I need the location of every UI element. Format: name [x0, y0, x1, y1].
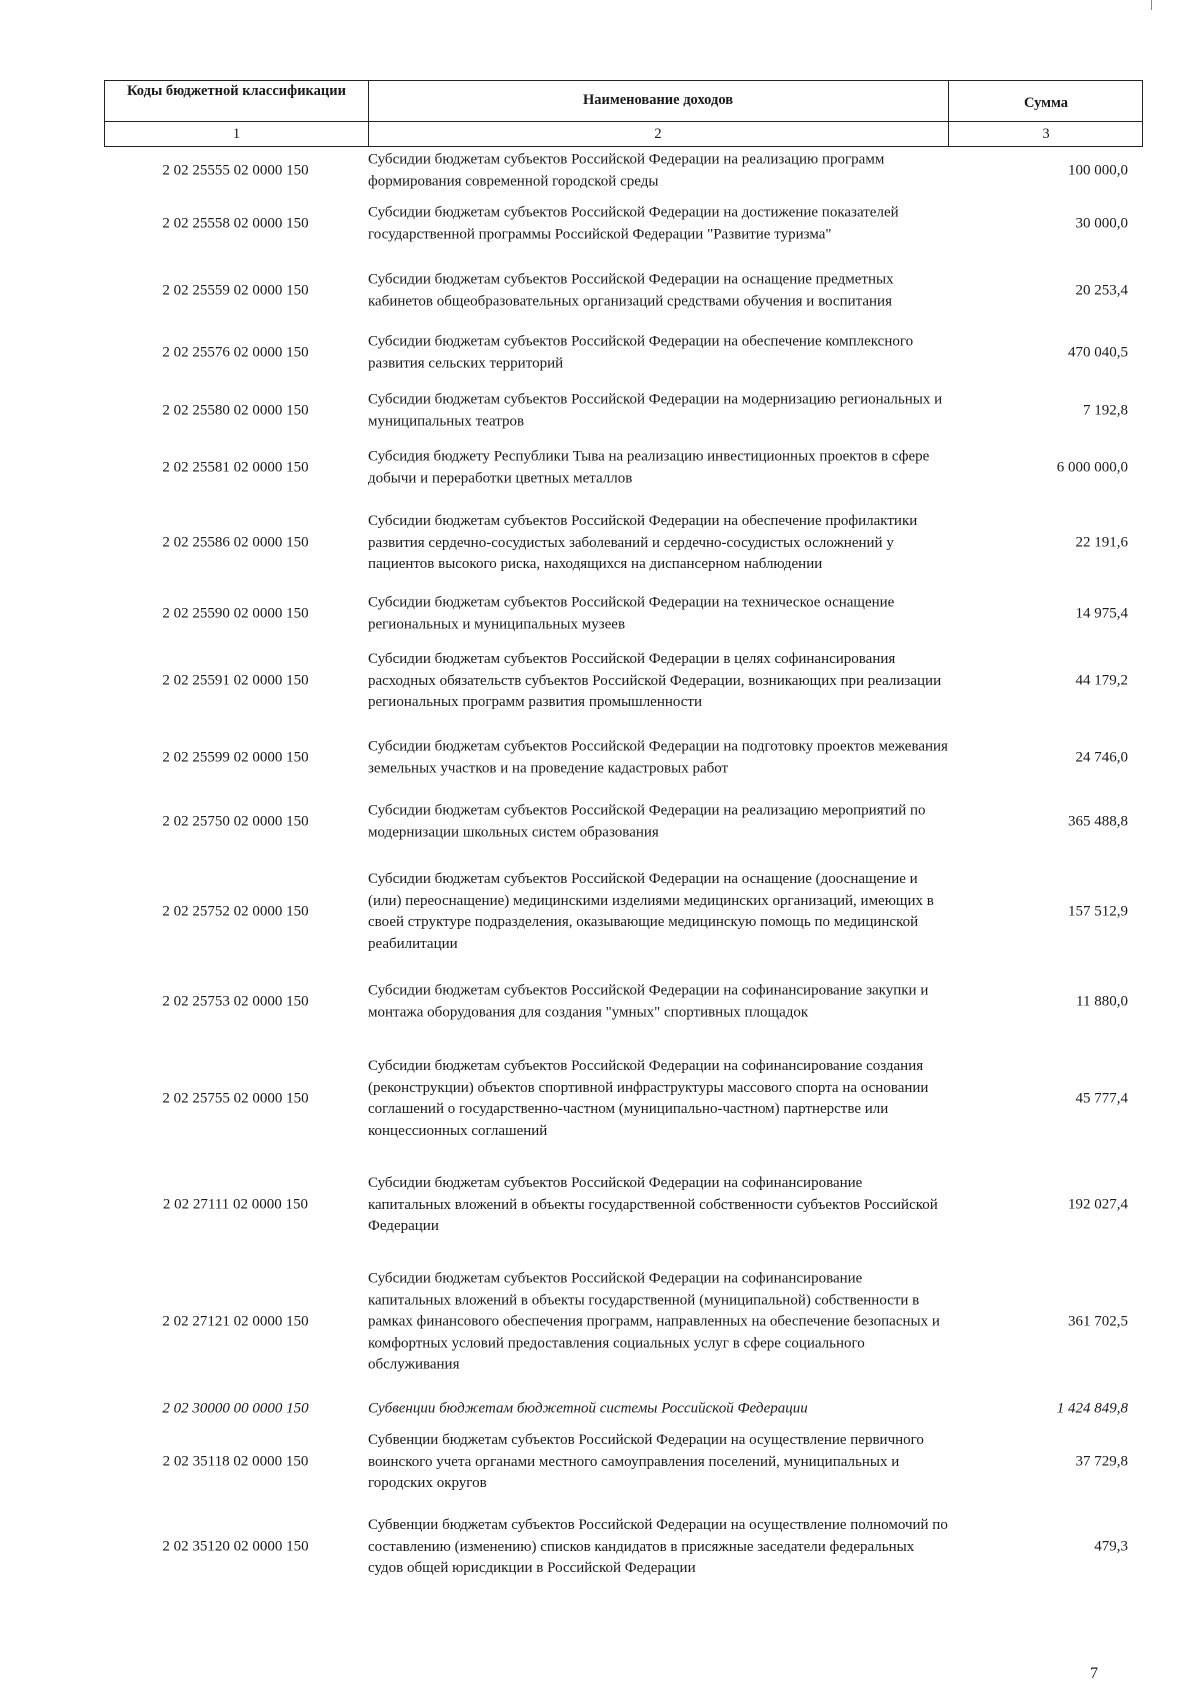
- table-header: [104, 80, 1143, 147]
- table-row: [0, 1248, 1200, 1396]
- row-name: Субсидии бюджетам субъектов Российской Федерации на реализацию программ формирования современной городской среды: [368, 151, 885, 189]
- row-sum: 6 000 000,0: [1056, 459, 1128, 476]
- page-number: 7: [1090, 1665, 1098, 1682]
- row-name: Субвенции бюджетам субъектов Российской Федерации на осуществление первичного воинского учета органами местного самоуправления поселений, муниципальных и городских округов: [368, 1431, 924, 1491]
- header-num-3: 3: [1042, 126, 1050, 142]
- table-row: [0, 792, 1200, 852]
- row-sum: 365 488,8: [1068, 813, 1128, 830]
- row-code: 2 02 25752 02 0000 150: [162, 903, 309, 920]
- row-name: Субсидии бюджетам субъектов Российской Федерации на софинансирование капитальных вложений в объекты государственной собственности субъектов Российской Федерации: [368, 1174, 938, 1234]
- table-row: [0, 440, 1200, 496]
- table-row: [0, 150, 1200, 192]
- row-name: Субсидии бюджетам субъектов Российской Федерации на достижение показателей государственной программы Российской Федерации "Развитие туризма": [368, 204, 899, 242]
- table-row: [0, 592, 1200, 636]
- row-sum: 20 253,4: [1075, 282, 1128, 299]
- row-code: 2 02 25590 02 0000 150: [162, 605, 309, 622]
- row-sum: 361 702,5: [1068, 1313, 1128, 1330]
- row-code: 2 02 25559 02 0000 150: [162, 282, 309, 299]
- row-code: 2 02 25580 02 0000 150: [162, 402, 309, 419]
- row-sum: 470 040,5: [1068, 344, 1128, 361]
- row-sum: 37 729,8: [1075, 1453, 1128, 1470]
- row-code: 2 02 25586 02 0000 150: [162, 534, 309, 551]
- row-name: Субсидии бюджетам субъектов Российской Федерации на реализацию мероприятий по модернизации школьных систем образования: [368, 802, 926, 840]
- row-name: Субвенции бюджетам бюджетной системы Российской Федерации: [368, 1400, 808, 1417]
- header-col-name: Наименование доходов: [582, 92, 734, 108]
- row-sum: 24 746,0: [1075, 749, 1128, 766]
- table-row: [0, 1502, 1200, 1592]
- row-name: Субсидии бюджетам субъектов Российской Федерации на обеспечение профилактики развития сердечно-сосудистых заболеваний и сердечно-сосудистых осложнений у пациентов высокого риска, находящихся на диспансерном наблюдении: [368, 512, 918, 572]
- row-name: Субсидия бюджету Республики Тыва на реализацию инвестиционных проектов в сфере добычи и переработки цветных металлов: [368, 448, 930, 486]
- row-name: Субсидии бюджетам субъектов Российской Федерации на техническое оснащение региональных и муниципальных музеев: [368, 594, 895, 632]
- table-row: [0, 1036, 1200, 1162]
- row-sum: 1 424 849,8: [1056, 1400, 1128, 1417]
- table-row: [0, 636, 1200, 726]
- row-sum: 7 192,8: [1083, 402, 1128, 419]
- table-row: [0, 1424, 1200, 1500]
- row-code: 2 02 25555 02 0000 150: [162, 162, 309, 179]
- table-row: [0, 1166, 1200, 1244]
- table-row: [0, 256, 1200, 326]
- header-col-codes: Коды бюджетной классификации: [126, 83, 346, 99]
- row-name: Субсидии бюджетам субъектов Российской Федерации на модернизацию региональных и муниципальных театров: [368, 391, 943, 429]
- table-row: [0, 496, 1200, 590]
- row-name: Субвенции бюджетам субъектов Российской Федерации на осуществление полномочий по составлению (изменению) списков кандидатов в присяжные заседатели федеральных судов общей юрисдикции в Российской Федерации: [368, 1516, 948, 1576]
- scan-mark: [1151, 0, 1152, 10]
- row-sum: 157 512,9: [1068, 903, 1128, 920]
- table-row: [0, 856, 1200, 968]
- row-code: 2 02 35120 02 0000 150: [162, 1538, 309, 1555]
- row-code: 2 02 25591 02 0000 150: [162, 672, 309, 689]
- row-sum: 479,3: [1094, 1538, 1128, 1555]
- row-sum: 30 000,0: [1075, 215, 1128, 232]
- row-code: 2 02 25750 02 0000 150: [162, 813, 309, 830]
- row-sum: 11 880,0: [1076, 993, 1128, 1010]
- row-code: 2 02 25576 02 0000 150: [162, 344, 309, 361]
- header-col-sum: Сумма: [1023, 95, 1069, 111]
- header-row-divider: [105, 121, 1142, 122]
- header-num-2: 2: [654, 126, 662, 142]
- row-code: 2 02 25558 02 0000 150: [162, 215, 309, 232]
- table-row: [0, 728, 1200, 788]
- row-sum: 14 975,4: [1075, 605, 1128, 622]
- row-code: 2 02 27111 02 0000 150: [162, 1196, 309, 1213]
- row-name: Субсидии бюджетам субъектов Российской Федерации на оснащение предметных кабинетов общеобразовательных организаций средствами обучения и воспитания: [368, 271, 894, 309]
- row-name: Субсидии бюджетам субъектов Российской Федерации на софинансирование капитальных вложений в объекты государственной (муниципальной) собственности в рамках финансового обеспечения программ, направленных на обеспечение безопасных и комфортных условий предоставления социальных услуг в сфере социального обслуживания: [368, 1270, 940, 1373]
- row-name: Субсидии бюджетам субъектов Российской Федерации на софинансирование закупки и монтажа оборудования для создания "умных" спортивных площадок: [368, 982, 929, 1020]
- table-row: [0, 328, 1200, 378]
- row-code: 2 02 35118 02 0000 150: [162, 1453, 309, 1470]
- row-name: Субсидии бюджетам субъектов Российской Федерации на обеспечение комплексного развития сельских территорий: [368, 333, 914, 371]
- row-code: 2 02 25581 02 0000 150: [162, 459, 309, 476]
- table-row: [0, 1396, 1200, 1422]
- table-row: [0, 972, 1200, 1032]
- row-sum: 100 000,0: [1068, 162, 1128, 179]
- table-row: [0, 384, 1200, 438]
- row-name: Субсидии бюджетам субъектов Российской Федерации на оснащение (дооснащение и (или) переоснащение) медицинскими изделиями медицинских организаций, имеющих в своей структуре подразделения, оказывающие медицинскую помощь по медицинской реабилитации: [368, 871, 934, 952]
- row-sum: 45 777,4: [1075, 1090, 1128, 1107]
- row-name: Субсидии бюджетам субъектов Российской Федерации в целях софинансирования расходных обязательств субъектов Российской Федерации, возникающих при реализации региональных программ развития промышленности: [368, 650, 942, 710]
- row-code: 2 02 25599 02 0000 150: [162, 749, 309, 766]
- row-name: Субсидии бюджетам субъектов Российской Федерации на софинансирование создания (реконструкции) объектов спортивной инфраструктуры массового спорта на основании соглашений о государственно-частном (муниципально-частном) партнерстве или концессионных соглашений: [368, 1058, 929, 1139]
- row-name: Субсидии бюджетам субъектов Российской Федерации на подготовку проектов межевания земельных участков и на проведение кадастровых работ: [368, 738, 948, 776]
- row-sum: 44 179,2: [1075, 672, 1128, 689]
- row-sum: 192 027,4: [1068, 1196, 1128, 1213]
- row-code: 2 02 27121 02 0000 150: [162, 1313, 309, 1330]
- table-row: [0, 192, 1200, 256]
- row-code: 2 02 25755 02 0000 150: [162, 1090, 309, 1107]
- row-code: 2 02 25753 02 0000 150: [162, 993, 309, 1010]
- row-sum: 22 191,6: [1075, 534, 1128, 551]
- header-num-1: 1: [232, 126, 241, 142]
- row-code: 2 02 30000 00 0000 150: [162, 1400, 309, 1417]
